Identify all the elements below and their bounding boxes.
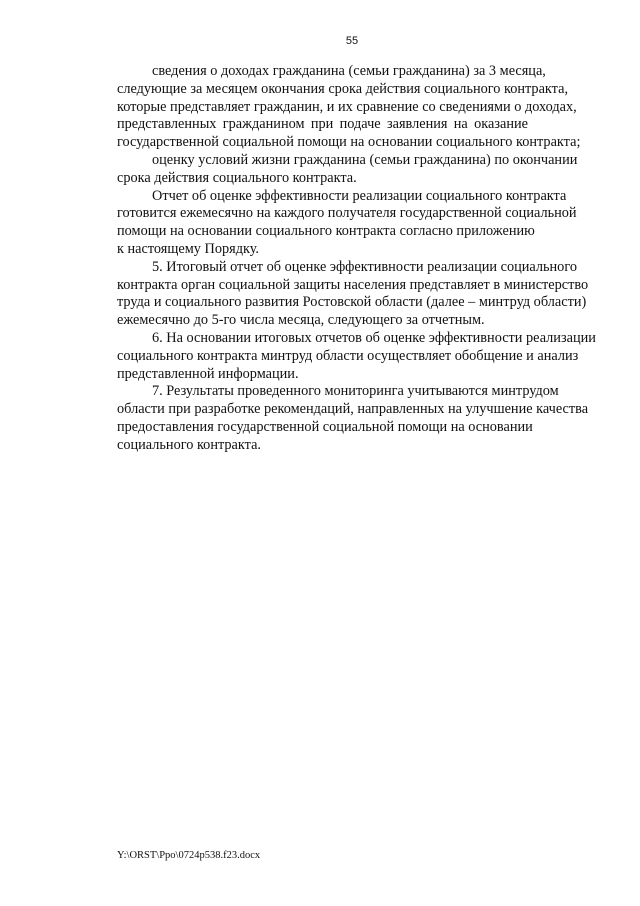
- paragraph: [117, 187, 577, 259]
- text-line: представленных гражданином при подаче заявления на оказание: [117, 116, 528, 133]
- text-line: 7. Результаты проведенного мониторинга учитываются минтрудом: [152, 383, 559, 400]
- text-line: ежемесячно до 5-го числа месяца, следующего за отчетным.: [117, 312, 485, 329]
- text-line: сведения о доходах гражданина (семьи гражданина) за 3 месяца,: [152, 63, 546, 79]
- text-line: области при разработке рекомендаций, направленных на улучшение качества: [117, 401, 589, 418]
- text-line: 5. Итоговый отчет об оценке эффективности реализации социального: [152, 258, 577, 275]
- footer-file-path: Y:\ORST\Ppo\0724p538.f23.docx: [117, 850, 261, 861]
- text-line: социального контракта.: [117, 436, 261, 453]
- text-line: труда и социального развития Ростовской области (далее – минтруд области): [117, 294, 587, 311]
- paragraph: [117, 258, 589, 330]
- paragraph: [117, 329, 596, 383]
- text-line: к настоящему Порядку.: [117, 240, 260, 257]
- text-line: следующие за месяцем окончания срока действия социального контракта,: [117, 80, 569, 97]
- text-line: государственной социальной помощи на основании социального контракта;: [117, 134, 581, 151]
- paragraph: [117, 383, 589, 454]
- text-line: 6. На основании итоговых отчетов об оценке эффективности реализации: [152, 329, 596, 346]
- text-line: представленной информации.: [117, 365, 299, 382]
- text-line: оценку условий жизни гражданина (семьи гражданина) по окончании: [152, 151, 578, 168]
- text-line: социального контракта минтруд области осуществляет обобщение и анализ: [117, 347, 579, 364]
- text-line: Отчет об оценке эффективности реализации социального контракта: [152, 187, 567, 204]
- paragraph: [117, 151, 578, 188]
- paragraph: [117, 63, 581, 152]
- page-number: 55: [345, 35, 359, 47]
- text-line: помощи на основании социального контракта согласно приложению: [117, 223, 535, 240]
- text-line: контракта орган социальной защиты населения представляет в министерство: [117, 276, 589, 293]
- text-line: предоставления государственной социальной помощи на основании: [117, 418, 533, 435]
- text-line: готовится ежемесячно на каждого получателя государственной социальной: [117, 205, 577, 222]
- document-body: [117, 63, 596, 455]
- text-line: срока действия социального контракта.: [117, 169, 357, 186]
- text-line: которые представляет гражданин, и их сравнение со сведениями о доходах,: [117, 98, 577, 115]
